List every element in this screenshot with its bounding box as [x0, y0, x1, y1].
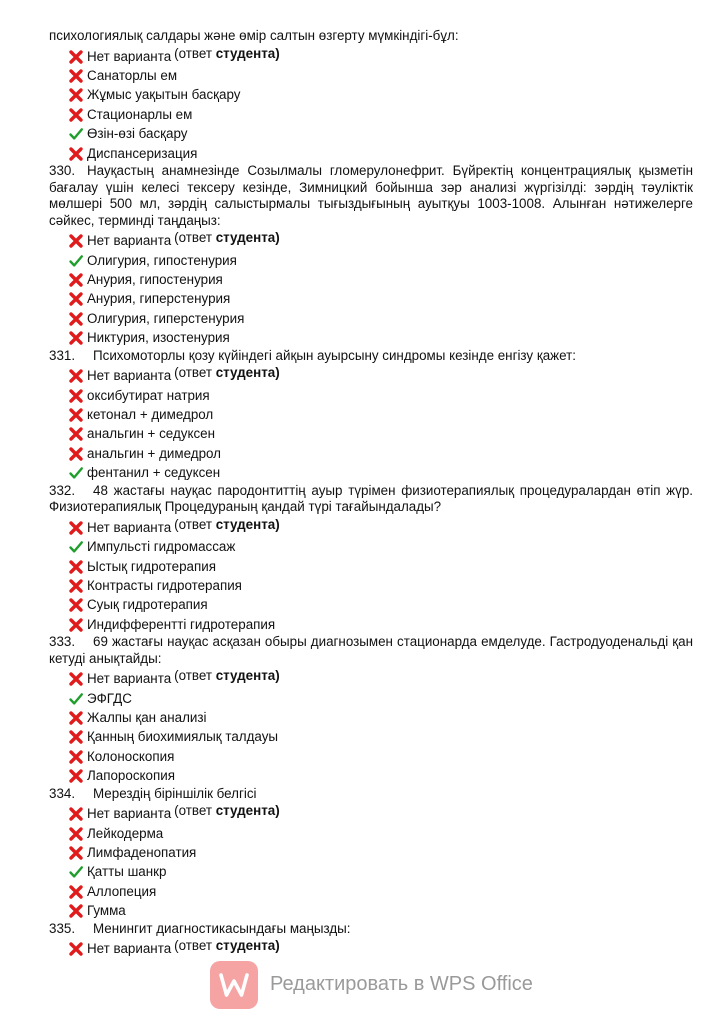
answer-option-wrong [49, 405, 693, 424]
answer-text: Өзін-өзі басқару [87, 126, 188, 142]
answer-text: оксибутират натрия [87, 387, 210, 403]
answer-text: Олигурия, гипостенурия [87, 252, 237, 268]
question-text [49, 921, 693, 938]
tag-bold-text: студента) [215, 45, 280, 61]
question-body: Менингит диагностикасындағы маңызды: [93, 920, 351, 936]
answer-text: Лимфаденопатия [87, 845, 197, 861]
answer-text: Лапороскопия [87, 768, 175, 784]
tag-open-text: (ответ [174, 230, 212, 246]
answer-option-wrong [49, 669, 693, 688]
answer-text: Лейкодерма [87, 825, 164, 841]
cross-icon [68, 446, 84, 462]
answer-text: анальгин + седуксен [87, 426, 216, 442]
answer-option-correct [49, 463, 693, 482]
tag-bold-text: студента) [215, 365, 280, 381]
cross-icon [68, 617, 84, 633]
question-text [49, 483, 693, 516]
check-icon [68, 691, 84, 707]
answer-text: Нет варианта [87, 806, 172, 822]
answer-text: Гумма [87, 903, 126, 919]
answer-text: Анурия, гипостенурия [87, 272, 223, 288]
answer-option-correct [49, 124, 693, 143]
student-answer-tag [174, 517, 280, 532]
tag-open-text: (ответ [174, 938, 212, 954]
cross-icon [68, 107, 84, 123]
answer-text: анальгин + димедрол [87, 445, 221, 461]
question-text [49, 348, 693, 365]
answer-option-correct [49, 537, 693, 556]
answer-option-wrong [49, 289, 693, 308]
tag-open-text: (ответ [174, 45, 212, 61]
cross-icon [68, 941, 84, 957]
cross-icon [68, 520, 84, 536]
answer-text: Суық гидротерапия [87, 597, 208, 613]
answer-option-wrong [49, 47, 693, 66]
answer-option-wrong [49, 843, 693, 862]
tag-bold-text: студента) [215, 803, 280, 819]
question-body: Мерездің біріншілік белгісі [93, 785, 257, 801]
answer-list [49, 231, 693, 347]
answer-text: Жалпы қан анализі [87, 710, 207, 726]
answer-text: кетонал + димедрол [87, 407, 214, 423]
answer-text: Ыстық гидротерапия [87, 558, 216, 574]
question-body: Науқастың анамнезінде Созылмалы гломерулонефрит. Бүйректің концентрациялық қызметін бағалау үшін келесі тексеру кезінде, Зимницкий бойынша зәр анализі жүргізілді: зәрдің тәуліктік мөлшері 500 мл, зәрдің салыстырмалы тығыздығының ауытқуы 1003-1008. Алынған нәтижелерге сәйкес, терминді таңдаңыз: [49, 162, 693, 228]
answer-option-wrong [49, 824, 693, 843]
answer-text: Аллопеция [87, 883, 157, 899]
answer-option-wrong [49, 366, 693, 385]
answer-option-wrong [49, 804, 693, 823]
question-number: 334. [49, 785, 76, 801]
answer-list [49, 804, 693, 920]
check-icon [68, 253, 84, 269]
answer-list [49, 669, 693, 785]
student-answer-tag [174, 230, 280, 245]
question-body: 69 жастағы науқас асқазан обыры диагнозымен стационарда емделуде. Гастродуоденальді қан кетуді анықтайды: [49, 634, 693, 666]
cross-icon [68, 388, 84, 404]
cross-icon [68, 426, 84, 442]
answer-option-wrong [49, 270, 693, 289]
cross-icon [68, 903, 84, 919]
answer-option-wrong [49, 105, 693, 124]
question-number: 335. [49, 920, 76, 936]
answer-text: Нет варианта [87, 48, 172, 64]
cross-icon [68, 368, 84, 384]
check-icon [68, 539, 84, 555]
answer-option-wrong [49, 231, 693, 250]
answer-text: Санаторлы ем [87, 67, 178, 83]
student-answer-tag [174, 803, 280, 818]
answer-option-wrong [49, 386, 693, 405]
question-block [49, 483, 693, 635]
tag-open-text: (ответ [174, 803, 212, 819]
answer-option-correct [49, 689, 693, 708]
tag-bold-text: студента) [215, 668, 280, 684]
answer-text: Стационарлы ем [87, 106, 193, 122]
question-block [49, 163, 693, 348]
answer-text: Анурия, гиперстенурия [87, 291, 231, 307]
wps-edit-label[interactable]: Редактировать в WPS Office [270, 973, 533, 995]
cross-icon [68, 768, 84, 784]
answer-option-wrong [49, 444, 693, 463]
answer-option-wrong [49, 85, 693, 104]
question-body: 48 жастағы науқас пародонтиттің ауыр түрімен физиотерапиялық процедуралардан өтіп жүр. Физиотерапиялық Процедураның қандай түрі тағайындалады? [49, 482, 693, 515]
question-block [49, 634, 693, 786]
answer-text: Нет варианта [87, 941, 172, 957]
cross-icon [68, 826, 84, 842]
cross-icon [68, 884, 84, 900]
answer-text: фентанил + седуксен [87, 465, 221, 481]
question-body: Психомоторлы қозу күйіндегі айқын ауырсыну синдромы кезінде енгізу қажет: [93, 347, 576, 363]
check-icon [68, 126, 84, 142]
cross-icon [68, 68, 84, 84]
answer-option-wrong [49, 615, 693, 634]
tag-bold-text: студента) [215, 230, 280, 246]
tag-open-text: (ответ [174, 365, 212, 381]
question-number: 330. [49, 162, 76, 178]
check-icon [68, 864, 84, 880]
question-number: 331. [49, 347, 76, 363]
question-block [49, 786, 693, 921]
tag-open-text: (ответ [174, 516, 212, 532]
answer-text: Нет варианта [87, 368, 172, 384]
answer-text: Диспансеризация [87, 145, 198, 161]
cross-icon [68, 749, 84, 765]
answer-option-wrong [49, 66, 693, 85]
answer-text: Колоноскопия [87, 748, 175, 764]
question-text [49, 163, 693, 229]
cross-icon [68, 845, 84, 861]
answer-option-wrong [49, 882, 693, 901]
cross-icon [68, 146, 84, 162]
student-answer-tag [174, 938, 280, 953]
wps-edit-banner[interactable] [210, 961, 540, 1009]
question-block [49, 348, 693, 483]
answer-option-wrong [49, 901, 693, 920]
answer-option-wrong [49, 557, 693, 576]
answer-option-wrong [49, 328, 693, 347]
cross-icon [68, 729, 84, 745]
answer-text: Импульсті гидромассаж [87, 539, 236, 555]
cross-icon [68, 407, 84, 423]
answer-text: Қанның биохимиялық талдауы [87, 729, 279, 745]
answer-text: Қатты шанкр [87, 864, 167, 880]
answer-text: Никтурия, изостенурия [87, 330, 230, 346]
answer-text: ЭФГДС [87, 690, 132, 706]
cross-icon [68, 272, 84, 288]
cross-icon [68, 330, 84, 346]
cross-icon [68, 49, 84, 65]
question-text-continued: психологиялық салдары және өмір салтын өзгерту мүмкіндігі-бұл: [49, 28, 459, 43]
answer-list [49, 366, 693, 482]
cross-icon [68, 87, 84, 103]
answer-option-wrong [49, 595, 693, 614]
answer-option-wrong [49, 309, 693, 328]
answer-text: Индифферентті гидротерапия [87, 616, 276, 632]
cross-icon [68, 311, 84, 327]
cross-icon [68, 710, 84, 726]
cross-icon [68, 597, 84, 613]
tag-bold-text: студента) [215, 516, 280, 532]
cross-icon [68, 291, 84, 307]
tag-bold-text: студента) [215, 938, 280, 954]
answer-option-wrong [49, 727, 693, 746]
student-answer-tag [174, 46, 280, 61]
question-block [49, 921, 693, 959]
answer-option-wrong [49, 576, 693, 595]
cross-icon [68, 578, 84, 594]
question-number: 332. [49, 482, 76, 498]
student-answer-tag [174, 365, 280, 380]
student-answer-tag [174, 668, 280, 683]
answer-option-wrong [49, 518, 693, 537]
answer-option-wrong [49, 708, 693, 727]
question-number: 333. [49, 634, 76, 650]
cross-icon [68, 671, 84, 687]
answer-text: Нет варианта [87, 519, 172, 535]
answer-option-wrong [49, 144, 693, 163]
answer-option-correct [49, 862, 693, 881]
question-text [49, 786, 693, 803]
cross-icon [68, 806, 84, 822]
answer-option-correct [49, 251, 693, 270]
answer-option-wrong [49, 766, 693, 785]
answer-text: Нет варианта [87, 671, 172, 687]
check-icon [68, 465, 84, 481]
document-content [49, 28, 693, 959]
answer-option-wrong [49, 939, 693, 958]
answer-list [49, 518, 693, 634]
cross-icon [68, 233, 84, 249]
cross-icon [68, 559, 84, 575]
answer-list [49, 939, 693, 958]
answer-text: Нет варианта [87, 233, 172, 249]
wps-office-icon[interactable] [210, 961, 258, 1009]
answer-text: Олигурия, гиперстенурия [87, 310, 245, 326]
answer-option-wrong [49, 747, 693, 766]
answer-text: Контрасты гидротерапия [87, 577, 242, 593]
tag-open-text: (ответ [174, 668, 212, 684]
answer-option-wrong [49, 424, 693, 443]
answer-text: Жұмыс уақытын басқару [87, 87, 241, 103]
question-text [49, 634, 693, 667]
answer-list [49, 47, 693, 163]
